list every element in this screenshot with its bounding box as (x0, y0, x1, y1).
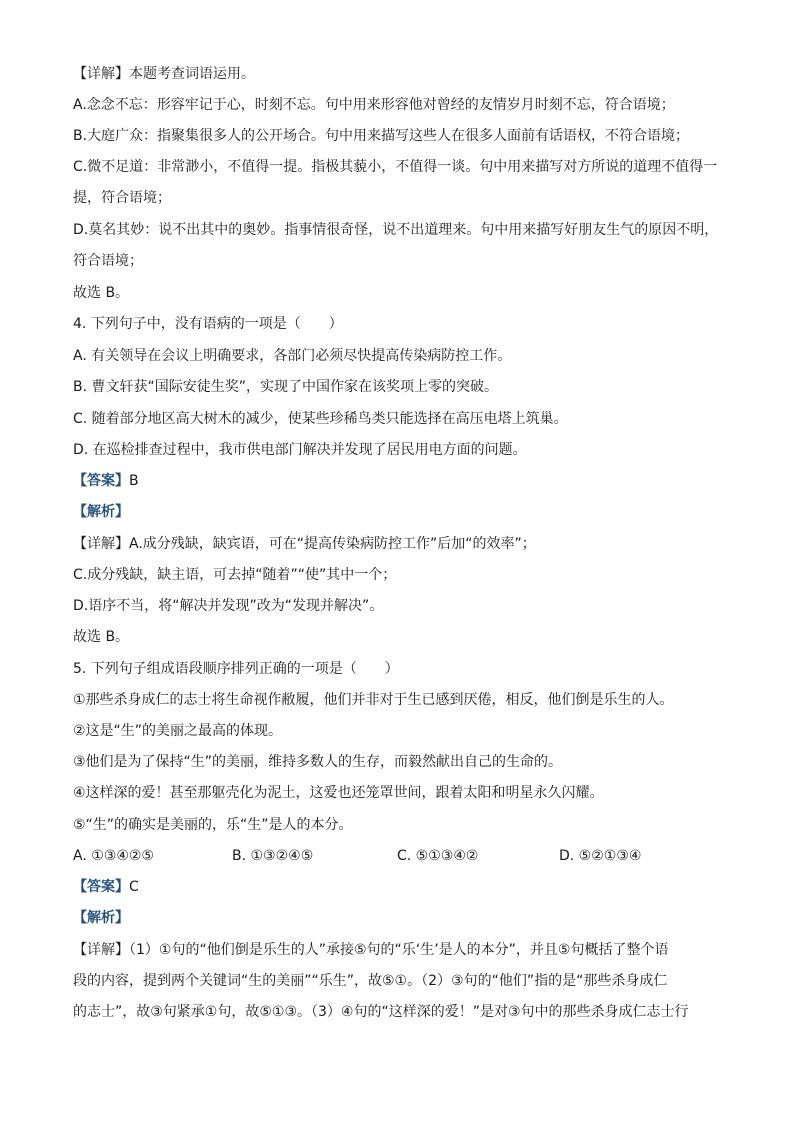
q4-answer (73, 471, 723, 491)
q4-option-a: A. 有关领导在会议上明确要求，各部门必须尽快提高传染病防控工作。 (73, 348, 512, 364)
q4-analysis-heading (73, 502, 723, 522)
q4-option-c: C. 随着部分地区高大树木的减少，使某些珍稀鸟类只能选择在高压电塔上筑巢。 (73, 411, 568, 427)
q4-detail-d: D.语序不当，将“解决并发现”改为“发现并解决”。 (73, 598, 384, 614)
answer-value: C (129, 879, 139, 895)
q5-sentence-4: ④这样深的爱！甚至那躯壳化为泥土，这爱也还笼罩世间，跟着太阳和明星永久闪耀。 (73, 785, 604, 801)
q5-sentence-2: ②这是“生”的美丽之最高的体现。 (73, 723, 283, 739)
q4-detail-c: C.成分残缺，缺主语，可去掉“随着”“使”其中一个； (73, 567, 397, 583)
q5-detail-line-3: 的志士”，故③句紧承①句，故⑤①③。（3）④句的“这样深的爱！”是对③句中的那些杀身成仁志士行 (73, 1004, 689, 1020)
q5-stem: 5. 下列句子组成语段顺序排列正确的一项是（ ） (73, 661, 399, 677)
q3-option-d-explanation: D.莫名其妙：说不出其中的奥妙。指事情很奇怪，说不出道理来。句中用来描写好朋友生气的原因不明， (73, 222, 719, 238)
q5-detail-line-1: 【详解】（1）①句的“他们倒是乐生的人”承接⑤句的“乐‘生’是人的本分”，并且⑤句概括了整个语 (73, 942, 669, 958)
q5-sentence-1: ①那些杀身成仁的志士将生命视作敝履，他们并非对于生已感到厌倦，相反，他们倒是乐生的人。 (73, 692, 674, 708)
q4-conclusion: 故选 B。 (73, 629, 130, 645)
q3-option-c-explanation: C.微不足道：非常渺小，不值得一提。指极其藐小，不值得一谈。句中用来描写对方所说的道理不值得一 (73, 159, 718, 175)
q5-option-d: D. ⑤②①③④ (559, 848, 642, 864)
q5-sentence-3: ③他们是为了保持“生”的美丽，维持多数人的生存，而毅然献出自己的生命的。 (73, 754, 563, 770)
q4-option-d: D. 在巡检排查过程中，我市供电部门解决并发现了居民用电方面的问题。 (73, 442, 527, 458)
analysis-tag: 【解析】 (73, 504, 129, 520)
q5-option-c: C. ⑤①③④② (397, 848, 479, 864)
detail-tag: 【详解】 (73, 536, 129, 552)
analysis-tag: 【解析】 (73, 910, 129, 926)
q4-stem: 4. 下列句子中，没有语病的一项是（ ） (73, 316, 343, 332)
q3-option-c-explanation-cont: 提，符合语境； (73, 190, 171, 206)
q4-option-b: B. 曹文轩获“国际安徒生奖”，实现了中国作家在该奖项上零的突破。 (73, 379, 499, 395)
q3-option-b-explanation: B.大庭广众：指聚集很多人的公开场合。句中用来描写这些人在很多人面前有话语权，不符合语境； (73, 128, 690, 144)
answer-tag: 【答案】 (73, 473, 129, 489)
q3-detail-intro: 【详解】本题考查词语运用。 (73, 66, 255, 82)
answer-tag: 【答案】 (73, 879, 129, 895)
q3-option-a-explanation: A.念念不忘：形容牢记于心，时刻不忘。句中用来形容他对曾经的友情岁月时刻不忘，符合语境； (73, 97, 675, 113)
q3-conclusion: 故选 B。 (73, 285, 130, 301)
q5-detail-line-2: 段的内容，提到两个关键词“生的美丽”“乐生”，故⑤①。（2）③句的“他们”指的是“那些杀身成仁 (73, 973, 668, 989)
answer-value: B (129, 473, 139, 489)
q4-detail-a: 【详解】A.成分残缺，缺宾语，可在“提高传染病防控工作”后加“的效率”； (73, 536, 536, 552)
q5-answer (73, 877, 723, 897)
detail-tag: 【详解】 (73, 942, 129, 958)
q5-option-a: A. ①③④②⑤ (73, 848, 154, 864)
q5-sentence-5: ⑤“生”的确实是美丽的，乐“生”是人的本分。 (73, 817, 353, 833)
detail-tag: 【详解】 (73, 66, 129, 82)
q5-option-b: B. ①③②④⑤ (232, 848, 314, 864)
q5-analysis-heading (73, 908, 723, 928)
q5-options-row (73, 846, 723, 866)
q3-option-d-explanation-cont: 符合语境； (73, 253, 143, 269)
